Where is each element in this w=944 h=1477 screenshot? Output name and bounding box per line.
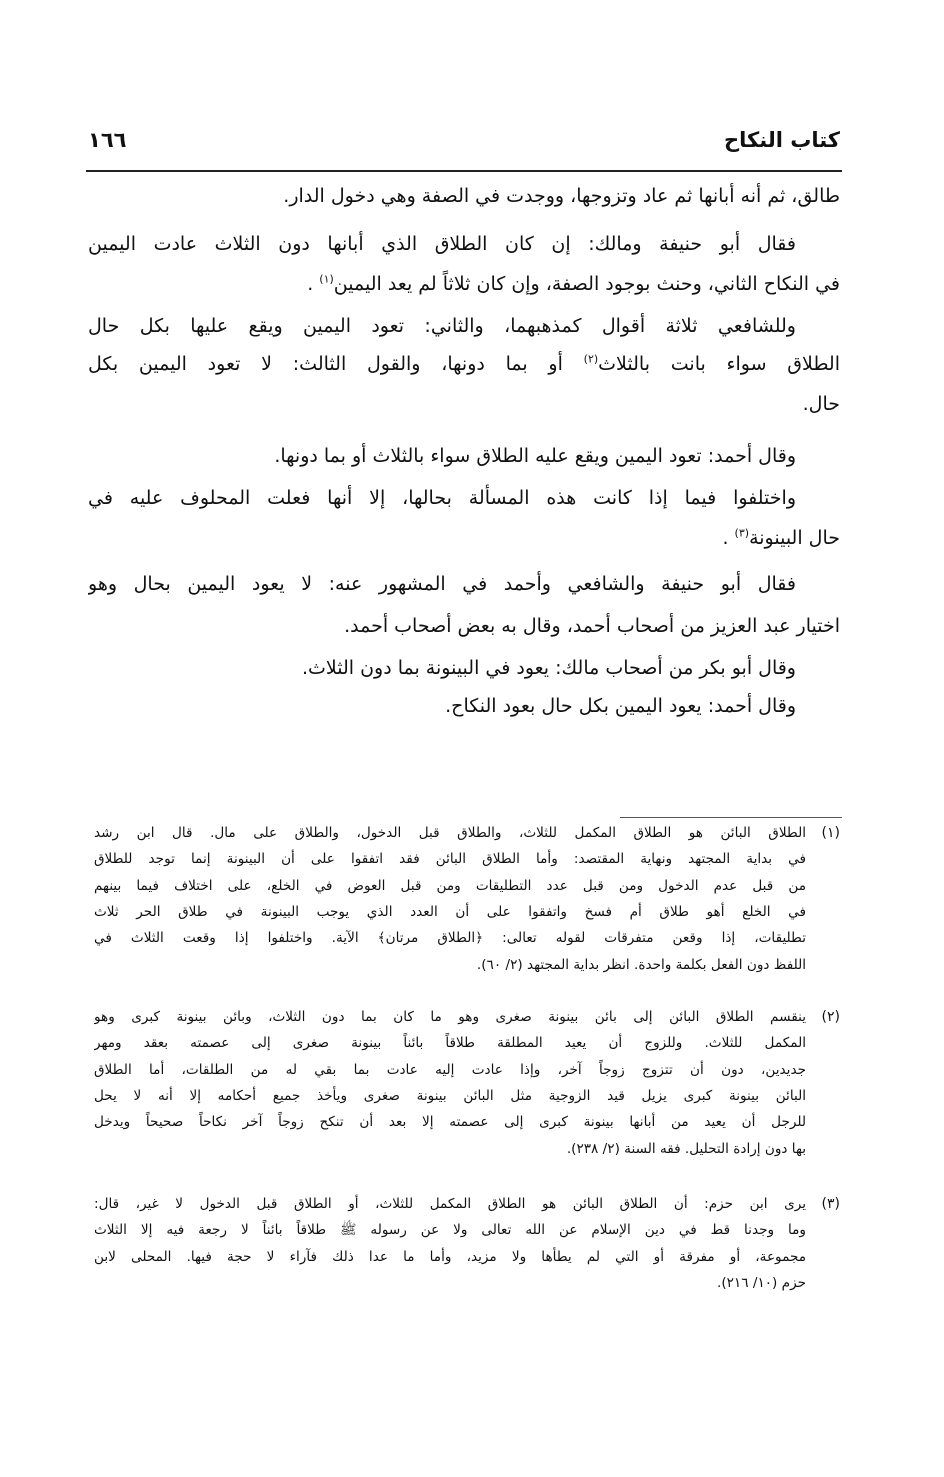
footnote-number: (١): [821, 825, 840, 841]
page-number: ١٦٦: [88, 128, 127, 152]
body-line: [88, 264, 840, 304]
body-text: .: [307, 273, 320, 295]
body-line: [88, 436, 796, 476]
body-text: فقال أبو حنيفة ومالك: إن كان الطلاق الذي أبانها دون الثلاث عادت اليمين: [88, 233, 796, 255]
footnote-line: يرى ابن حزم: أن الطلاق البائن هو الطلاق المكمل للثلاث، أو الطلاق قبل الدخول لا غير، قال:: [94, 1196, 806, 1212]
body-line: [88, 306, 796, 346]
body-text: وللشافعي ثلاثة أقوال كمذهبهما، والثاني: تعود اليمين ويقع عليها بكل حال: [88, 315, 796, 337]
footnote-line: من قبل عدم الدخول ومن قبل عدد التطليقات ومن قبل العوض في الخلع، على اختلاف فيما بينهم: [94, 877, 806, 894]
body-line: [88, 384, 840, 424]
header-rule: [86, 170, 842, 172]
body-line: [88, 176, 840, 216]
body-line: [88, 518, 840, 558]
footnote-reference[interactable]: (١): [319, 272, 334, 286]
body-text: الطلاق سواء بانت بالثلاث: [598, 353, 840, 375]
body-line: [88, 478, 796, 518]
footnote-number: (٢): [821, 1009, 840, 1025]
footnote-reference[interactable]: (٣): [734, 526, 750, 540]
footnote-line: في الخلع أهو طلاق أم فسخ واتفقوا على أن العدد الذي يوجب البينونة في طلاق الحر ثلاث: [94, 903, 806, 920]
body-line: [88, 606, 840, 646]
body-line: [88, 344, 840, 384]
footnote-number: (٣): [821, 1196, 840, 1212]
footnote-line: الطلاق البائن هو الطلاق المكمل للثلاث، والطلاق قبل الدخول، والطلاق على مال. قال ابن رشد: [94, 825, 806, 841]
footnote-line: مجموعة، أو مفرقة أو التي لم يطأها ولا مزيد، وأما ما عدا ذلك فآراء لا حجة فيها. المحلى لابن: [94, 1248, 806, 1265]
body-text: طالق، ثم أنه أبانها ثم عاد وتزوجها، ووجدت في الصفة وهي دخول الدار.: [283, 185, 840, 207]
footnote-line: المكمل للثلاث. وللزوج أن يعيد المطلقة طلاقاً بائناً بينونة صغرى إلى عصمته بعقد ومهر: [94, 1035, 806, 1052]
body-text: واختلفوا فيما إذا كانت هذه المسألة بحالها، إلا أنها فعلت المحلوف عليه في: [88, 487, 796, 509]
body-text: في النكاح الثاني، وحنث بوجود الصفة، وإن كان ثلاثاً لم يعد اليمين: [333, 273, 840, 295]
footnote-line: اللفظ دون الفعل بكلمة واحدة. انظر بداية المجتهد (٢/ ٦٠).: [476, 956, 806, 973]
body-text: .: [722, 527, 735, 549]
body-line: [88, 648, 796, 688]
body-text: وقال أبو بكر من أصحاب مالك: يعود في البينونة بما دون الثلاث.: [301, 657, 796, 679]
body-text: وقال أحمد: يعود اليمين بكل حال بعود النكاح.: [445, 695, 796, 717]
body-text: حال.: [802, 393, 840, 415]
footnote-line: في بداية المجتهد ونهاية المقتصد: وأما الطلاق البائن فقد اتفقوا على أن البينونة إنما توجد للطلاق: [94, 851, 806, 868]
running-title: كتاب النكاح: [724, 128, 840, 152]
body-text: وقال أحمد: تعود اليمين ويقع عليه الطلاق سواء بالثلاث أو بما دونها.: [274, 445, 796, 467]
footnote-line: البائن بينونة كبرى يزيل قيد الزوجية مثل البائن بينونة صغرى ويأخذ جميع أحكامه إلا أنه لا يحل: [94, 1087, 806, 1104]
footnote-separator: [620, 817, 842, 818]
body-line: [88, 224, 796, 264]
footnote-line: ينقسم الطلاق البائن إلى بائن بينونة صغرى وهو ما كان بما دون الثلاث، وبائن بينونة كبرى وهو: [94, 1009, 806, 1025]
footnote-line: وما وجدنا قط في دين الإسلام عن الله تعالى ولا عن رسوله ﷺ طلاقاً بائناً لا رجعة فيه إلا الثلاث: [94, 1222, 806, 1239]
body-line: [88, 686, 796, 726]
footnote-line: تطليقات، إذا وقعن متفرقات لقوله تعالى: ﴿الطلاق مرتان﴾ الآية. واختلفوا إذا وقعت الثلاث في: [94, 930, 806, 947]
body-line: [88, 564, 796, 604]
body-text: فقال أبو حنيفة والشافعي وأحمد في المشهور عنه: لا يعود اليمين بحال وهو: [88, 573, 796, 595]
body-text: حال البينونة: [749, 527, 840, 549]
body-text: أو بما دونها، والقول الثالث: لا تعود اليمين بكل: [88, 353, 584, 375]
body-text: اختيار عبد العزيز من أصحاب أحمد، وقال به بعض أصحاب أحمد.: [344, 615, 840, 637]
footnote-reference[interactable]: (٢): [583, 352, 599, 366]
footnote-line: حزم (١٠/ ٢١٦).: [717, 1274, 806, 1291]
footnote-line: للرجل أن يعيد من أبانها بينونة كبرى إلى عصمته إلا بعد أن تنكح زوجاً آخر نكاحاً صحيحاً ويدخل: [94, 1114, 806, 1131]
footnote-line: بها دون إرادة التحليل. فقه السنة (٢/ ٢٣٨).: [566, 1140, 806, 1157]
footnote-line: جديدين، دون أن تتزوج زوجاً آخر، وإذا عادت إليه عادت بما بقي له من الطلقات، أما الطلاق: [94, 1061, 806, 1078]
